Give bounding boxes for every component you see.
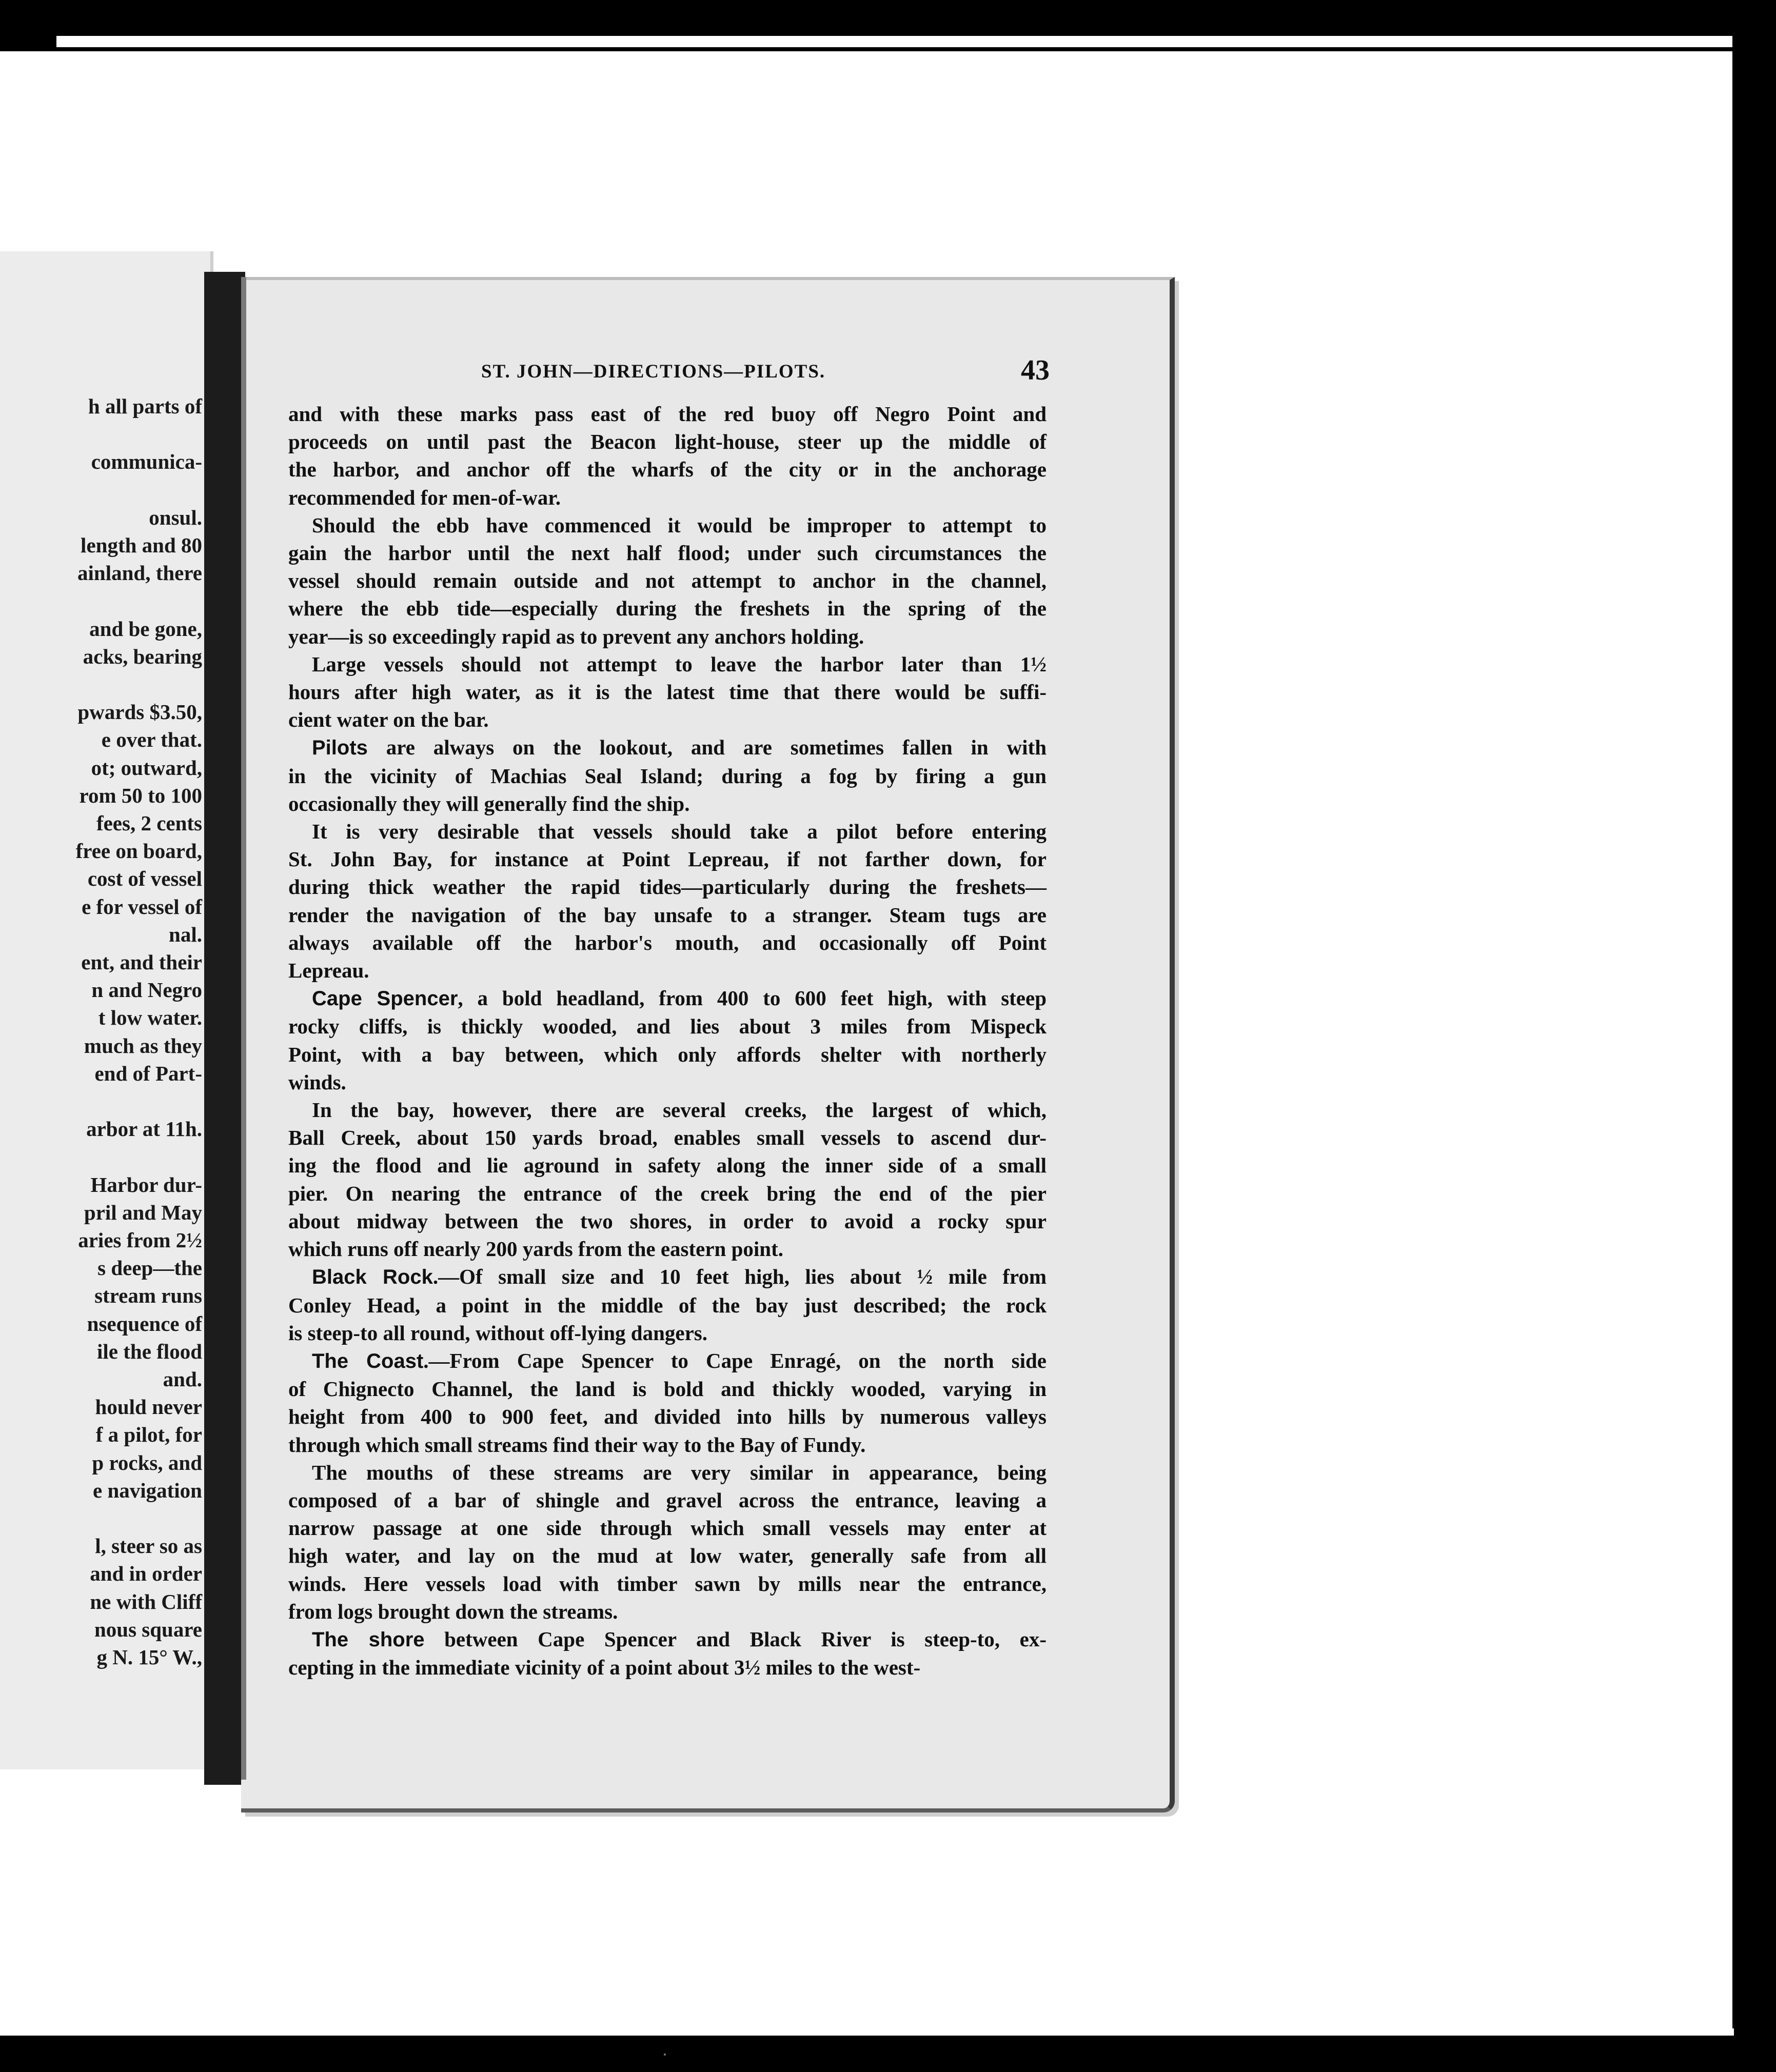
left-page-line: p rocks, and: [92, 1450, 202, 1475]
left-page-line: nous square: [94, 1617, 202, 1641]
left-page-line: l, steer so as: [95, 1534, 202, 1558]
left-page-line: hould never: [95, 1395, 202, 1419]
left-page-line: g N. 15° W.,: [96, 1645, 202, 1669]
text-line: occasionally they will generally find the ship.: [288, 791, 690, 815]
text-line: always available off the harbor's mouth, and occasionally off Point: [288, 930, 1047, 954]
left-page-line: stream runs: [94, 1284, 202, 1308]
left-page-line: e for vessel of: [82, 894, 202, 919]
text-line: recommended for men-of-war.: [288, 485, 561, 509]
left-page-line: ent, and their: [81, 950, 202, 974]
text-line: Large vessels should not attempt to leave the harbor later than 1½: [312, 652, 1047, 676]
paragraph-heading: Pilots: [312, 736, 368, 760]
left-page-line: and in order: [90, 1562, 202, 1586]
left-page-line: end of Part-: [94, 1061, 202, 1085]
left-page-line: cost of vessel: [87, 867, 202, 891]
left-page-line: h all parts of: [88, 394, 202, 418]
facing-page-left: [0, 251, 213, 1769]
text-line: through which small streams find their way to the Bay of Fundy.: [288, 1432, 866, 1457]
left-page-line: e navigation: [93, 1478, 202, 1502]
left-page-line: onsul.: [149, 505, 202, 529]
text-line: It is very desirable that vessels should take a pilot before entering: [312, 820, 1047, 844]
left-page-line: Harbor dur-: [90, 1172, 202, 1197]
text-line: from logs brought down the streams.: [288, 1599, 618, 1623]
film-speck: ·: [662, 2044, 668, 2065]
left-page-line: e over that.: [101, 728, 202, 752]
left-page-line: and be gone,: [89, 616, 202, 641]
text-line: hours after high water, as it is the latest time that there would be suffi-: [288, 680, 1047, 704]
left-page-line: s deep—the: [97, 1256, 202, 1280]
left-page-line: nal.: [169, 922, 202, 946]
text-line: height from 400 to 900 feet, and divided into hills by numerous valleys: [288, 1405, 1047, 1429]
text-line: winds.: [288, 1070, 346, 1094]
left-page-line: length and 80: [81, 533, 202, 557]
left-page-line: n and Negro: [91, 978, 202, 1002]
text-line: [288, 733, 1047, 762]
text-line-rest: are always on the lookout, and are sometimes fallen in with: [367, 735, 1047, 760]
text-line: and with these marks pass east of the red buoy off Negro Point and: [288, 402, 1047, 426]
text-line: about midway between the two shores, in order to avoid a rocky spur: [288, 1209, 1047, 1233]
text-line: in the vicinity of Machias Seal Island; during a fog by firing a gun: [288, 764, 1047, 788]
text-line-rest: , a bold headland, from 400 to 600 feet high, with steep: [458, 986, 1047, 1010]
text-line: winds. Here vessels load with timber sawn by mills near the entrance,: [288, 1571, 1047, 1596]
microfilm-border-bottom-gap: [0, 2028, 1734, 2036]
text-line: of Chignecto Channel, the land is bold and thickly wooded, varying in: [288, 1377, 1047, 1401]
left-page-line: pril and May: [84, 1200, 202, 1224]
left-page-line: f a pilot, for: [95, 1423, 202, 1447]
left-page-line: arbor at 11h.: [86, 1117, 202, 1141]
left-page-line: ot; outward,: [91, 755, 202, 780]
left-page-line: ainland, there: [77, 561, 202, 585]
left-page-line: ne with Cliff: [90, 1589, 202, 1613]
paragraph-heading: Cape Spencer: [312, 987, 458, 1010]
text-line-rest: .—Of small size and 10 feet high, lies about ½ mile from: [432, 1265, 1047, 1289]
left-page-line: nsequence of: [87, 1311, 202, 1336]
text-line: Lepreau.: [288, 959, 369, 983]
left-page-line: free on board,: [75, 839, 202, 863]
page-number: 43: [1021, 354, 1050, 386]
text-line: [288, 1625, 1047, 1653]
running-head: ST. JOHN—DIRECTIONS—PILOTS.: [481, 361, 826, 382]
text-line: ing the flood and lie aground in safety along the inner side of a small: [288, 1153, 1047, 1178]
left-page-line: acks, bearing: [83, 644, 202, 668]
text-line: gain the harbor until the next half flood; under such circumstances the: [288, 541, 1047, 565]
text-line: [288, 1347, 1047, 1375]
left-page-line: ile the flood: [97, 1339, 202, 1363]
paragraph-heading: Black Rock: [312, 1266, 433, 1289]
text-line: composed of a bar of shingle and gravel across the entrance, leaving a: [288, 1488, 1047, 1512]
page-body-text: [288, 400, 1047, 1681]
page-edge: [241, 277, 246, 1780]
left-page-line: and.: [163, 1367, 202, 1391]
text-line: Ball Creek, about 150 yards broad, enables small vessels to ascend dur-: [288, 1126, 1047, 1150]
text-line: pier. On nearing the entrance of the creek bring the end of the pier: [288, 1181, 1047, 1205]
left-page-line: rom 50 to 100: [79, 783, 202, 807]
text-line: Conley Head, a point in the middle of the bay just described; the rock: [288, 1293, 1047, 1317]
text-line-rest: between Cape Spencer and Black River is steep-to, ex-: [424, 1627, 1047, 1651]
text-line: Should the ebb have commenced it would be improper to attempt to: [312, 513, 1047, 537]
text-line: [288, 984, 1047, 1012]
left-page-line: fees, 2 cents: [96, 811, 202, 835]
paragraph-heading: The Coast: [312, 1349, 424, 1372]
text-line: year—is so exceedingly rapid as to prevent any anchors holding.: [288, 624, 864, 648]
text-line: vessel should remain outside and not attempt to anchor in the channel,: [288, 569, 1047, 593]
text-line: high water, and lay on the mud at low water, generally safe from all: [288, 1544, 1047, 1568]
text-line: cepting in the immediate vicinity of a point about 3½ miles to the west-: [288, 1656, 921, 1680]
text-line: Point, with a bay between, which only affords shelter with northerly: [288, 1042, 1047, 1066]
left-page-line: communica-: [91, 450, 202, 474]
left-page-line: t low water.: [98, 1006, 202, 1030]
text-line: The mouths of these streams are very similar in appearance, being: [312, 1460, 1047, 1484]
text-line: [288, 1263, 1047, 1291]
text-line-rest: .—From Cape Spencer to Cape Enragé, on the north side: [423, 1348, 1047, 1372]
text-line: proceeds on until past the Beacon light-house, steer up the middle of: [288, 430, 1047, 454]
text-line: In the bay, however, there are several creeks, the largest of which,: [312, 1098, 1047, 1122]
text-line: render the navigation of the bay unsafe to a stranger. Steam tugs are: [288, 903, 1047, 927]
text-line: St. John Bay, for instance at Point Lepreau, if not farther down, for: [288, 847, 1047, 871]
left-page-line: pwards $3.50,: [77, 700, 202, 724]
left-page-line: aries from 2½: [78, 1228, 202, 1252]
microfilm-border-top-gap: [56, 36, 1749, 47]
text-line: rocky cliffs, is thickly wooded, and lies about 3 miles from Mispeck: [288, 1014, 1047, 1039]
paragraph-heading: The shore: [312, 1628, 425, 1651]
microfilm-border-right: [1732, 0, 1776, 2072]
text-line: is steep-to all round, without off-lying dangers.: [288, 1321, 708, 1345]
text-line: during thick weather the rapid tides—particularly during the freshets—: [288, 875, 1047, 899]
left-page-line: much as they: [84, 1033, 202, 1058]
text-line: narrow passage at one side through which small vessels may enter at: [288, 1516, 1047, 1540]
book-gutter: [204, 272, 245, 1785]
text-line: which runs off nearly 200 yards from the eastern point.: [288, 1237, 783, 1261]
text-line: cient water on the bar.: [288, 708, 489, 732]
text-line: the harbor, and anchor off the wharfs of the city or in the anchorage: [288, 457, 1047, 482]
text-line: where the ebb tide—especially during the freshets in the spring of the: [288, 596, 1047, 621]
